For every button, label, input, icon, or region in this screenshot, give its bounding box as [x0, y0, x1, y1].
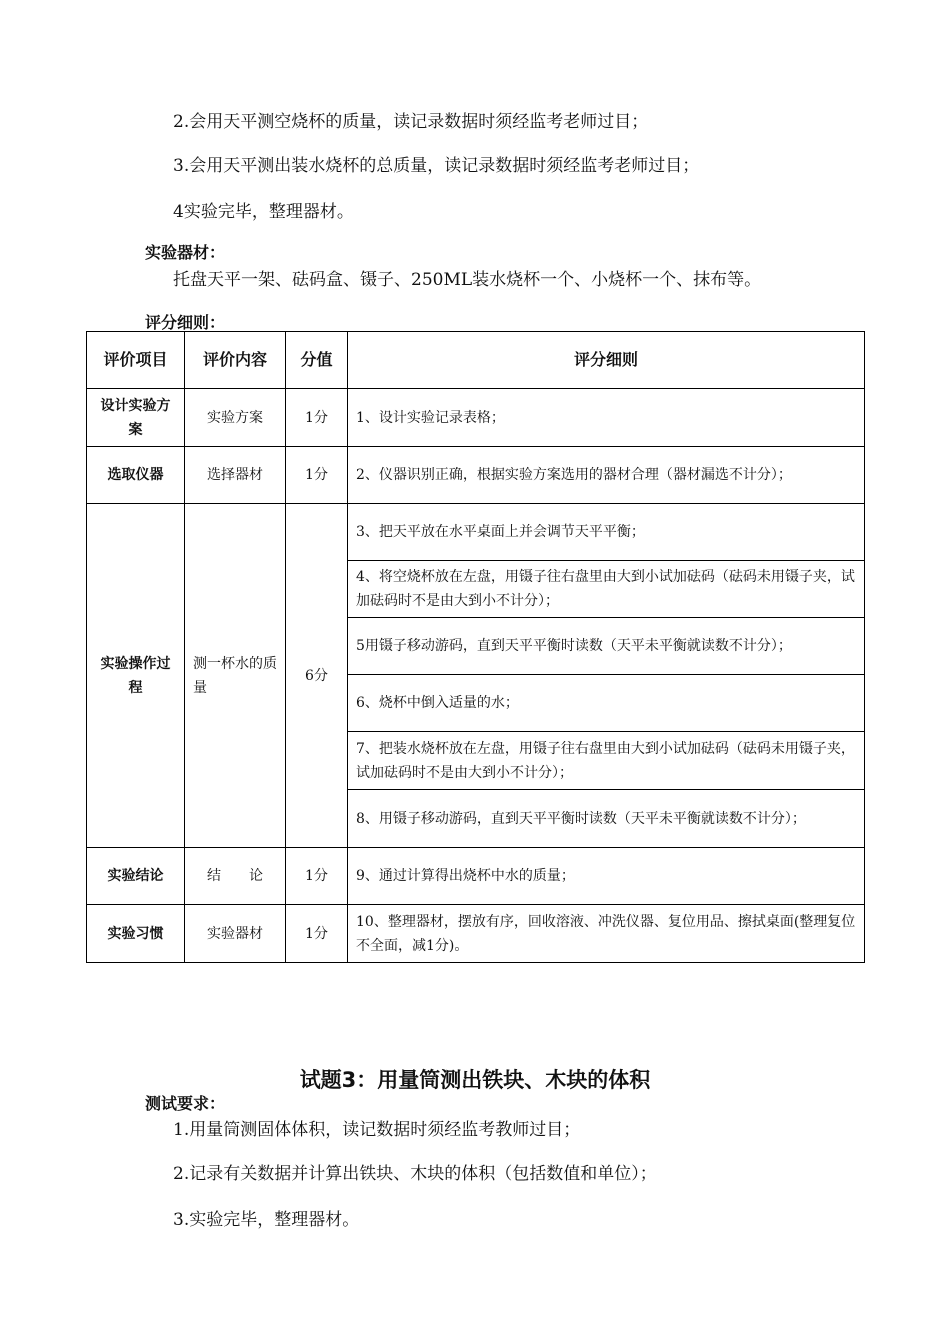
row-item: 实验结论	[87, 848, 185, 905]
row-score: 1分	[286, 447, 348, 504]
row-detail: 10、整理器材，摆放有序，回收溶液、冲洗仪器、复位用品、擦拭桌面(整理复位不全面，减1分)。	[348, 905, 865, 963]
row-item: 设计实验方案	[87, 389, 185, 447]
row-item: 选取仪器	[87, 447, 185, 504]
intro-line-3: 3.会用天平测出装水烧杯的总质量，读记录数据时须经监考老师过目；	[173, 156, 700, 176]
section3-heading: 测试要求：	[145, 1094, 226, 1113]
section3-line-1: 1.用量筒测固体体积，读记数据时须经监考教师过目；	[173, 1120, 581, 1140]
section3-line-2: 2.记录有关数据并计算出铁块、木块的体积（包括数值和单位）；	[173, 1164, 657, 1184]
row-detail: 9、通过计算得出烧杯中水的质量；	[348, 848, 865, 905]
row-score: 1分	[286, 848, 348, 905]
table-row	[87, 447, 865, 504]
row-detail: 2、仪器识别正确，根据实验方案选用的器材合理（器材漏选不计分）；	[348, 447, 865, 504]
row-score: 1分	[286, 389, 348, 447]
row-detail: 4、将空烧杯放在左盘，用镊子往右盘里由大到小试加砝码（砝码未用镊子夹，试加砝码时不是由大到小不计分）；	[348, 561, 865, 618]
row-item: 实验习惯	[87, 905, 185, 963]
row-detail: 5用镊子移动游码，直到天平平衡时读数（天平未平衡就读数不计分）；	[348, 618, 865, 675]
row-content: 实验方案	[185, 389, 286, 447]
row-detail: 1、设计实验记录表格；	[348, 389, 865, 447]
table-row	[87, 504, 865, 561]
equipment-text: 托盘天平一架、砝码盒、镊子、250ML装水烧杯一个、小烧杯一个、抹布等。	[173, 270, 762, 290]
table-row	[87, 389, 865, 447]
row-detail: 3、把天平放在水平桌面上并会调节天平平衡；	[348, 504, 865, 561]
table-row	[87, 848, 865, 905]
table-row	[87, 905, 865, 963]
row-detail: 7、把装水烧杯放在左盘，用镊子往右盘里由大到小试加砝码（砝码未用镊子夹，试加砝码时不是由大到小不计分）；	[348, 732, 865, 790]
intro-line-2: 2.会用天平测空烧杯的质量，读记录数据时须经监考老师过目；	[173, 112, 649, 132]
header-item: 评价项目	[87, 332, 185, 389]
header-details: 评分细则	[348, 332, 865, 389]
row-score: 6分	[286, 504, 348, 848]
section3-line-3: 3.实验完毕，整理器材。	[173, 1210, 360, 1230]
scoring-table	[86, 331, 865, 963]
row-content: 选择器材	[185, 447, 286, 504]
row-content: 测一杯水的质量	[185, 504, 286, 848]
header-score: 分值	[286, 332, 348, 389]
row-detail: 8、用镊子移动游码，直到天平平衡时读数（天平未平衡就读数不计分）；	[348, 790, 865, 848]
row-item: 实验操作过程	[87, 504, 185, 848]
row-score: 1分	[286, 905, 348, 963]
row-content: 结 论	[185, 848, 286, 905]
equipment-heading: 实验器材：	[145, 243, 226, 262]
row-content: 实验器材	[185, 905, 286, 963]
table-header-row	[87, 332, 865, 389]
scoring-heading: 评分细则：	[145, 313, 226, 332]
intro-line-4: 4实验完毕，整理器材。	[173, 202, 354, 222]
header-content: 评价内容	[185, 332, 286, 389]
section3-title: 试题3：用量筒测出铁块、木块的体积	[299, 1068, 651, 1092]
row-detail: 6、烧杯中倒入适量的水；	[348, 675, 865, 732]
